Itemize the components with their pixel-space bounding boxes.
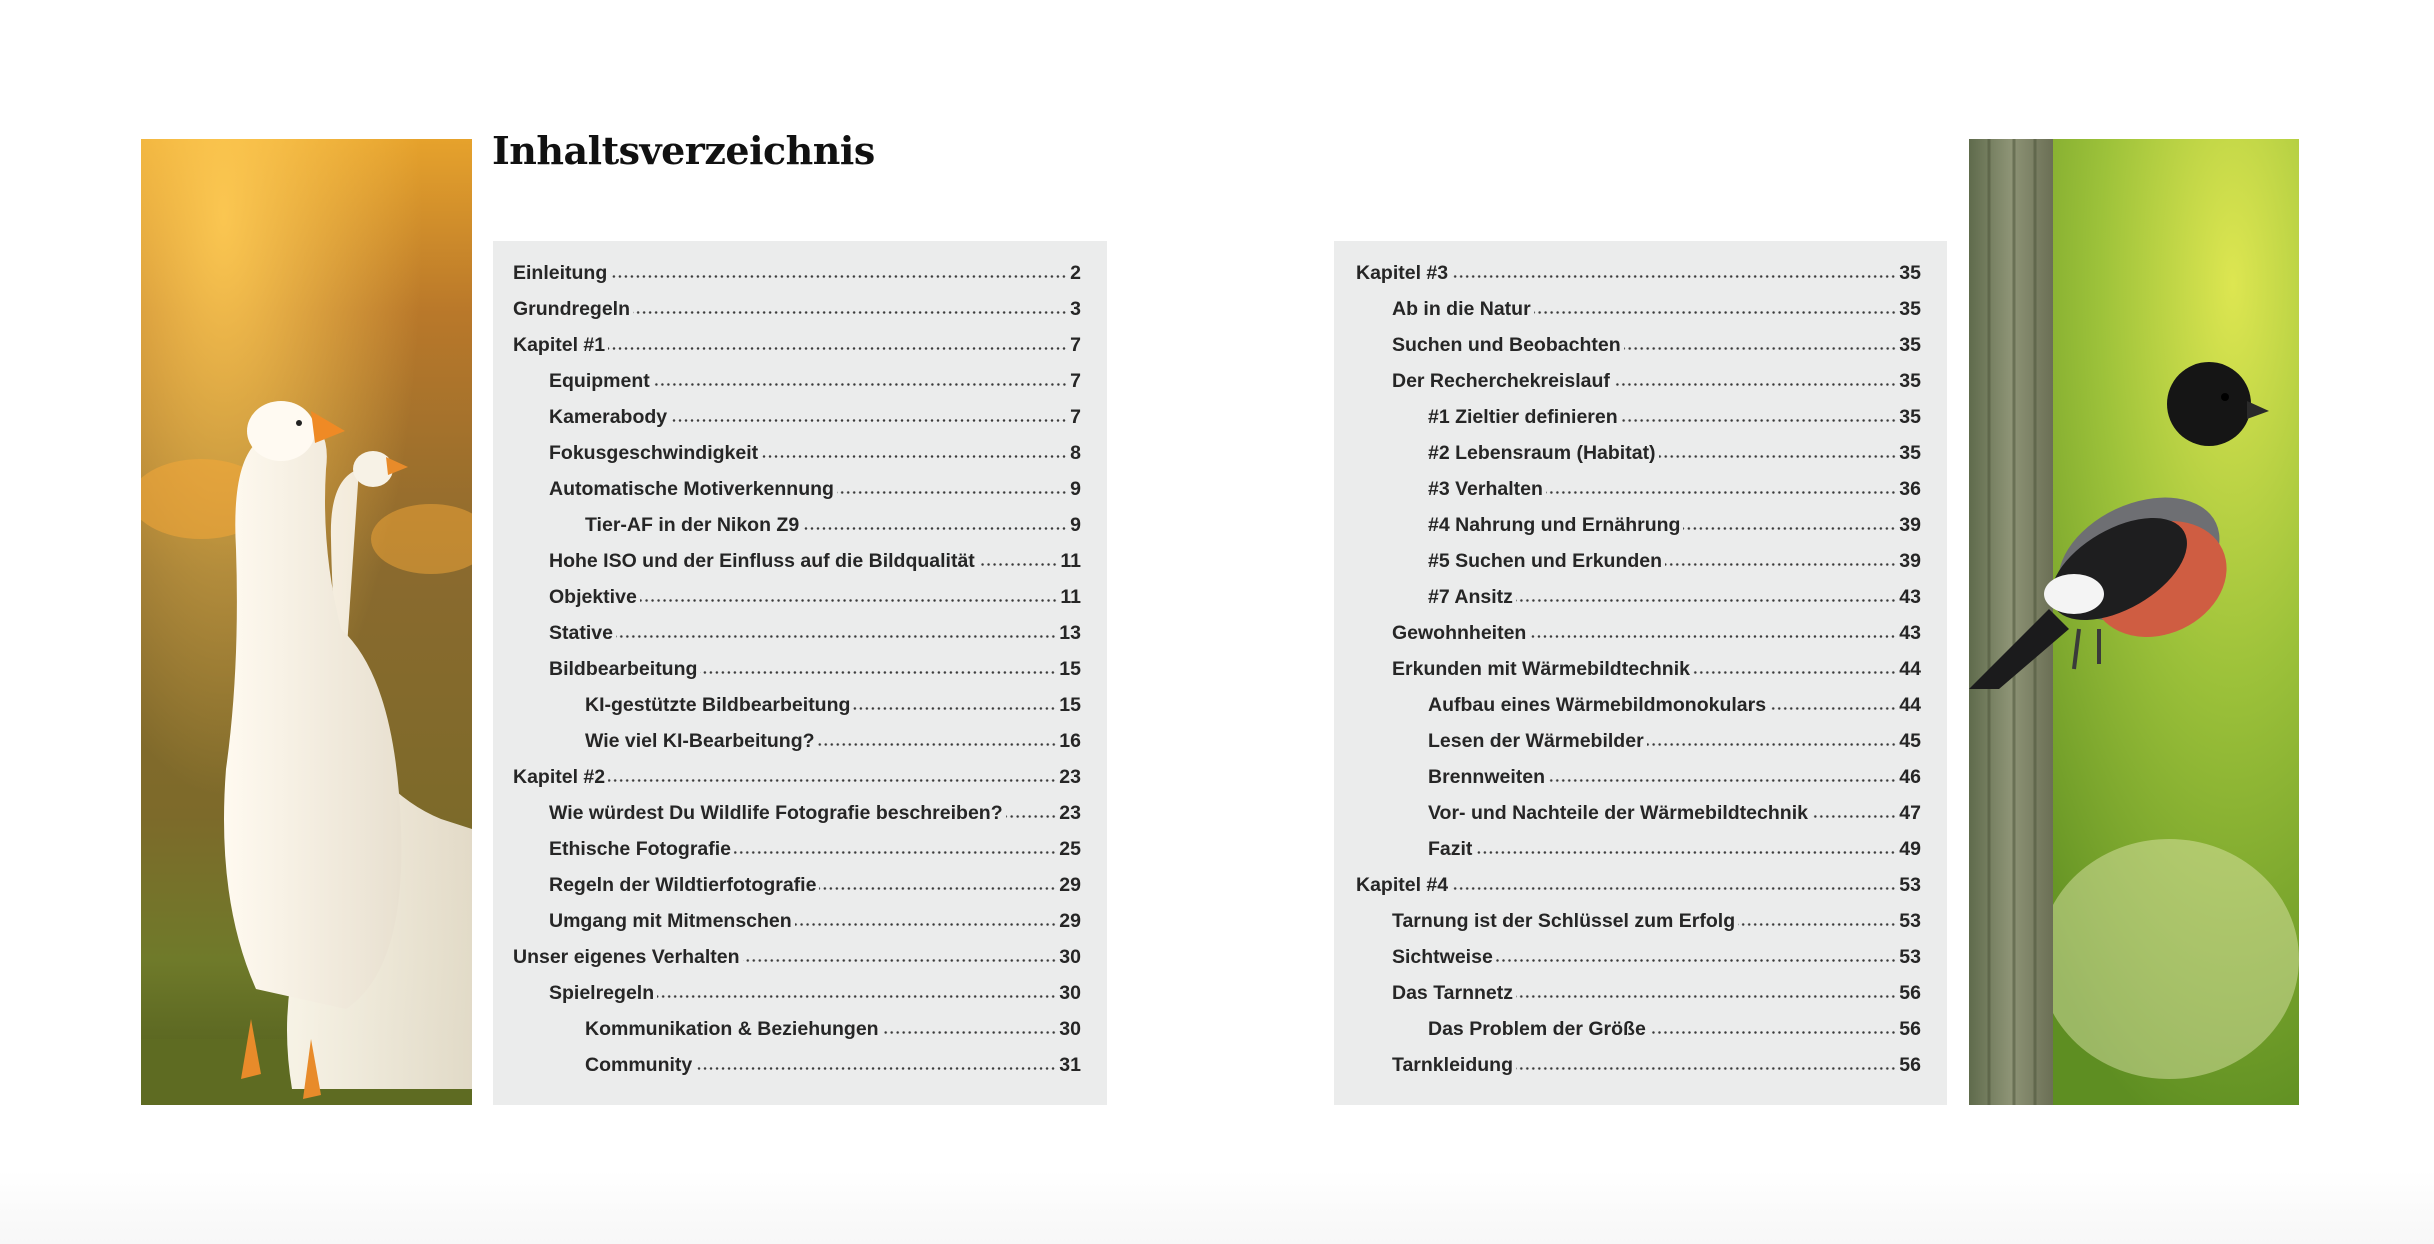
toc-page-number: 44 <box>1899 658 1921 680</box>
toc-page-number: 30 <box>1059 1018 1081 1040</box>
toc-page-number: 29 <box>1059 874 1081 896</box>
toc-page-number: 43 <box>1899 586 1921 608</box>
toc-page-number: 56 <box>1899 1054 1921 1076</box>
toc-entry-title: Grundregeln <box>513 298 631 320</box>
toc-page-number: 35 <box>1899 442 1921 464</box>
toc-page-number: 23 <box>1059 802 1081 824</box>
toc-entry-title: Das Tarnnetz <box>1392 982 1513 1004</box>
toc-dot-leader <box>1516 1066 1896 1071</box>
toc-dot-leader <box>1529 634 1896 639</box>
toc-page-number: 43 <box>1899 622 1921 644</box>
toc-entry-2-lebensraum-habitat[interactable] <box>1356 435 1921 471</box>
toc-page-number: 29 <box>1059 910 1081 932</box>
toc-entry-title: Umgang mit Mitmenschen <box>549 910 792 932</box>
toc-dot-leader <box>837 490 1067 495</box>
toc-page-number: 7 <box>1070 406 1081 428</box>
toc-entry-kapitel-2[interactable] <box>513 759 1081 795</box>
toc-entry-title: Ab in die Natur <box>1392 298 1531 320</box>
toc-page-number: 46 <box>1899 766 1921 788</box>
toc-dot-leader <box>608 346 1067 351</box>
toc-dot-leader <box>761 454 1067 459</box>
toc-dot-leader <box>700 670 1056 675</box>
toc-entry-kommunikation-beziehungen[interactable] <box>513 1011 1081 1047</box>
toc-page-number: 16 <box>1059 730 1081 752</box>
toc-page-number: 11 <box>1060 586 1081 608</box>
toc-entry-title: #1 Zieltier definieren <box>1428 406 1618 428</box>
toc-entry-title: Der Recherchekreislauf <box>1392 370 1610 392</box>
toc-entry-einleitung[interactable] <box>513 255 1081 291</box>
toc-entry-title: Regeln der Wildtierfotografie <box>549 874 817 896</box>
toc-page-number: 49 <box>1899 838 1921 860</box>
toc-page-number: 13 <box>1059 622 1081 644</box>
toc-dot-leader <box>1769 706 1896 711</box>
toc-page-number: 39 <box>1899 514 1921 536</box>
toc-dot-leader <box>616 634 1056 639</box>
toc-entry-stative[interactable] <box>513 615 1081 651</box>
toc-dot-leader <box>1738 922 1896 927</box>
toc-entry-unser-eigenes-verhalten[interactable] <box>513 939 1081 975</box>
toc-entry-title: Kapitel #3 <box>1356 262 1449 284</box>
toc-page-number: 39 <box>1899 550 1921 572</box>
toc-dot-leader <box>1475 850 1896 855</box>
toc-entry-title: Tier-AF in der Nikon Z9 <box>585 514 800 536</box>
toc-entry-title: Aufbau eines Wärmebildmonokulars <box>1428 694 1767 716</box>
toc-entry-title: Kapitel #4 <box>1356 874 1449 896</box>
toc-entry-hohe-iso-und-der-einfluss-auf-die-bildqualität[interactable] <box>513 543 1081 579</box>
toc-entry-fazit[interactable] <box>1356 831 1921 867</box>
toc-page-number: 35 <box>1899 298 1921 320</box>
toc-page-number: 56 <box>1899 1018 1921 1040</box>
toc-dot-leader <box>1659 454 1897 459</box>
toc-dot-leader <box>1451 886 1896 891</box>
toc-dot-leader <box>1516 994 1896 999</box>
toc-page-number: 31 <box>1059 1054 1081 1076</box>
toc-page-number: 7 <box>1070 334 1081 356</box>
toc-entry-1-zieltier-definieren[interactable] <box>1356 399 1921 435</box>
toc-page-number: 15 <box>1059 658 1081 680</box>
page-title: Inhaltsverzeichnis <box>492 128 875 173</box>
toc-entry-title: Brennweiten <box>1428 766 1546 788</box>
toc-entry-title: #4 Nahrung und Ernährung <box>1428 514 1681 536</box>
toc-entry-title: Objektive <box>549 586 637 608</box>
toc-dot-leader <box>1683 526 1896 531</box>
toc-dot-leader <box>853 706 1056 711</box>
toc-entry-title: Kapitel #2 <box>513 766 606 788</box>
geese-photo <box>141 139 472 1105</box>
toc-entry-title: Ethische Fotografie <box>549 838 732 860</box>
toc-entry-title: Kamerabody <box>549 406 668 428</box>
toc-entry-title: Fazit <box>1428 838 1473 860</box>
toc-page-number: 35 <box>1899 406 1921 428</box>
toc-page-number: 8 <box>1070 442 1081 464</box>
toc-dot-leader <box>818 742 1057 747</box>
toc-entry-title: Bildbearbeitung <box>549 658 698 680</box>
toc-entry-title: Hohe ISO und der Einfluss auf die Bildqualität <box>549 550 975 572</box>
toc-entry-title: Equipment <box>549 370 650 392</box>
toc-entry-kapitel-3[interactable] <box>1356 255 1921 291</box>
toc-entry-title: Einleitung <box>513 262 608 284</box>
toc-dot-leader <box>1548 778 1896 783</box>
toc-entry-title: Wie viel KI-Bearbeitung? <box>585 730 815 752</box>
toc-dot-leader <box>1546 490 1896 495</box>
toc-page-number: 53 <box>1899 874 1921 896</box>
bullfinch-photo <box>1969 139 2299 1105</box>
toc-entry-title: Vor- und Nachteile der Wärmebildtechnik <box>1428 802 1808 824</box>
toc-dot-leader <box>670 418 1067 423</box>
toc-page-number: 11 <box>1060 550 1081 572</box>
toc-entry-title: Tarnung ist der Schlüssel zum Erfolg <box>1392 910 1736 932</box>
toc-dot-leader <box>1534 310 1897 315</box>
toc-entry-title: Community <box>585 1054 693 1076</box>
toc-entry-der-recherchekreislauf[interactable] <box>1356 363 1921 399</box>
toc-page-number: 30 <box>1059 946 1081 968</box>
toc-entry-4-nahrung-und-ernährung[interactable] <box>1356 507 1921 543</box>
toc-panel-left <box>493 241 1107 1105</box>
toc-dot-leader <box>1693 670 1896 675</box>
toc-panel-right <box>1334 241 1947 1105</box>
toc-page-number: 9 <box>1070 514 1081 536</box>
toc-entry-title: Suchen und Beobachten <box>1392 334 1621 356</box>
toc-dot-leader <box>653 382 1067 387</box>
toc-entry-equipment[interactable] <box>513 363 1081 399</box>
toc-entry-wie-würdest-du-wildlife-fotografie-beschreiben[interactable] <box>513 795 1081 831</box>
toc-entry-gewohnheiten[interactable] <box>1356 615 1921 651</box>
toc-dot-leader <box>1451 274 1896 279</box>
toc-dot-leader <box>610 274 1067 279</box>
toc-page-number: 44 <box>1899 694 1921 716</box>
toc-dot-leader <box>1649 1030 1896 1035</box>
toc-entry-title: Sichtweise <box>1392 946 1493 968</box>
toc-list-right <box>1356 255 1921 1083</box>
toc-entry-title: Spielregeln <box>549 982 655 1004</box>
toc-entry-title: #3 Verhalten <box>1428 478 1543 500</box>
toc-dot-leader <box>695 1066 1056 1071</box>
toc-entry-title: Automatische Motiverkennung <box>549 478 834 500</box>
toc-page-number: 47 <box>1899 802 1921 824</box>
toc-dot-leader <box>1624 346 1897 351</box>
toc-entry-title: #7 Ansitz <box>1428 586 1513 608</box>
toc-entry-title: Tarnkleidung <box>1392 1054 1513 1076</box>
toc-dot-leader <box>657 994 1056 999</box>
toc-page-number: 15 <box>1059 694 1081 716</box>
toc-entry-title: Das Problem der Größe <box>1428 1018 1646 1040</box>
toc-page-number: 9 <box>1070 478 1081 500</box>
toc-entry-tier-af-in-der-nikon-z9[interactable] <box>513 507 1081 543</box>
toc-entry-aufbau-eines-wärmebildmonokulars[interactable] <box>1356 687 1921 723</box>
toc-page-number: 56 <box>1899 982 1921 1004</box>
toc-dot-leader <box>743 958 1057 963</box>
toc-entry-objektive[interactable] <box>513 579 1081 615</box>
toc-dot-leader <box>1613 382 1896 387</box>
toc-entry-vor-und-nachteile-der-wärmebildtechnik[interactable] <box>1356 795 1921 831</box>
toc-entry-lesen-der-wärmebilder[interactable] <box>1356 723 1921 759</box>
toc-entry-wie-viel-ki-bearbeitung[interactable] <box>513 723 1081 759</box>
toc-dot-leader <box>882 1030 1057 1035</box>
toc-entry-sichtweise[interactable] <box>1356 939 1921 975</box>
toc-entry-title: Fokusgeschwindigkeit <box>549 442 759 464</box>
toc-entry-title: Kommunikation & Beziehungen <box>585 1018 879 1040</box>
toc-entry-7-ansitz[interactable] <box>1356 579 1921 615</box>
toc-entry-kapitel-4[interactable] <box>1356 867 1921 903</box>
toc-entry-title: Stative <box>549 622 613 644</box>
toc-entry-das-tarnnetz[interactable] <box>1356 975 1921 1011</box>
toc-entry-title: Gewohnheiten <box>1392 622 1527 644</box>
toc-entry-title: #5 Suchen und Erkunden <box>1428 550 1663 572</box>
toc-entry-bildbearbeitung[interactable] <box>513 651 1081 687</box>
toc-page-number: 30 <box>1059 982 1081 1004</box>
toc-dot-leader <box>640 598 1058 603</box>
toc-page-number: 2 <box>1070 262 1081 284</box>
toc-entry-das-problem-der-größe[interactable] <box>1356 1011 1921 1047</box>
toc-page-number: 35 <box>1899 370 1921 392</box>
toc-entry-fokusgeschwindigkeit[interactable] <box>513 435 1081 471</box>
toc-entry-grundregeln[interactable] <box>513 291 1081 327</box>
toc-entry-regeln-der-wildtierfotografie[interactable] <box>513 867 1081 903</box>
toc-page-number: 35 <box>1899 334 1921 356</box>
toc-page-number: 3 <box>1070 298 1081 320</box>
toc-page-number: 45 <box>1899 730 1921 752</box>
toc-entry-ki-gestützte-bildbearbeitung[interactable] <box>513 687 1081 723</box>
toc-entry-title: Unser eigenes Verhalten <box>513 946 740 968</box>
toc-entry-3-verhalten[interactable] <box>1356 471 1921 507</box>
toc-page-number: 7 <box>1070 370 1081 392</box>
toc-page-number: 53 <box>1899 910 1921 932</box>
toc-entry-spielregeln[interactable] <box>513 975 1081 1011</box>
toc-entry-umgang-mit-mitmenschen[interactable] <box>513 903 1081 939</box>
toc-entry-automatische-motiverkennung[interactable] <box>513 471 1081 507</box>
toc-entry-tarnkleidung[interactable] <box>1356 1047 1921 1083</box>
toc-page-number: 25 <box>1059 838 1081 860</box>
toc-dot-leader <box>1811 814 1896 819</box>
toc-dot-leader <box>1621 418 1897 423</box>
toc-entry-title: KI-gestützte Bildbearbeitung <box>585 694 851 716</box>
toc-page-number: 53 <box>1899 946 1921 968</box>
toc-entry-tarnung-ist-der-schlüssel-zum-erfolg[interactable] <box>1356 903 1921 939</box>
toc-dot-leader <box>633 310 1067 315</box>
toc-entry-kapitel-1[interactable] <box>513 327 1081 363</box>
toc-entry-community[interactable] <box>513 1047 1081 1083</box>
toc-dot-leader <box>734 850 1056 855</box>
toc-dot-leader <box>819 886 1056 891</box>
toc-dot-leader <box>1647 742 1897 747</box>
toc-entry-5-suchen-und-erkunden[interactable] <box>1356 543 1921 579</box>
toc-entry-title: Wie würdest Du Wildlife Fotografie beschreiben? <box>549 802 1003 824</box>
toc-dot-leader <box>1665 562 1896 567</box>
toc-dot-leader <box>608 778 1056 783</box>
toc-entry-title: Lesen der Wärmebilder <box>1428 730 1644 752</box>
toc-dot-leader <box>1516 598 1896 603</box>
toc-entry-erkunden-mit-wärmebildtechnik[interactable] <box>1356 651 1921 687</box>
toc-entry-title: Erkunden mit Wärmebildtechnik <box>1392 658 1690 680</box>
toc-dot-leader <box>1496 958 1897 963</box>
toc-entry-kamerabody[interactable] <box>513 399 1081 435</box>
toc-entry-title: #2 Lebensraum (Habitat) <box>1428 442 1656 464</box>
toc-entry-ethische-fotografie[interactable] <box>513 831 1081 867</box>
toc-page-number: 23 <box>1059 766 1081 788</box>
toc-list-left <box>513 255 1081 1083</box>
toc-dot-leader <box>802 526 1067 531</box>
toc-page-number: 35 <box>1899 262 1921 284</box>
toc-dot-leader <box>978 562 1058 567</box>
toc-page-number: 36 <box>1899 478 1921 500</box>
toc-entry-suchen-und-beobachten[interactable] <box>1356 327 1921 363</box>
toc-dot-leader <box>1006 814 1057 819</box>
toc-entry-title: Kapitel #1 <box>513 334 606 356</box>
toc-entry-ab-in-die-natur[interactable] <box>1356 291 1921 327</box>
toc-dot-leader <box>795 922 1057 927</box>
toc-entry-brennweiten[interactable] <box>1356 759 1921 795</box>
